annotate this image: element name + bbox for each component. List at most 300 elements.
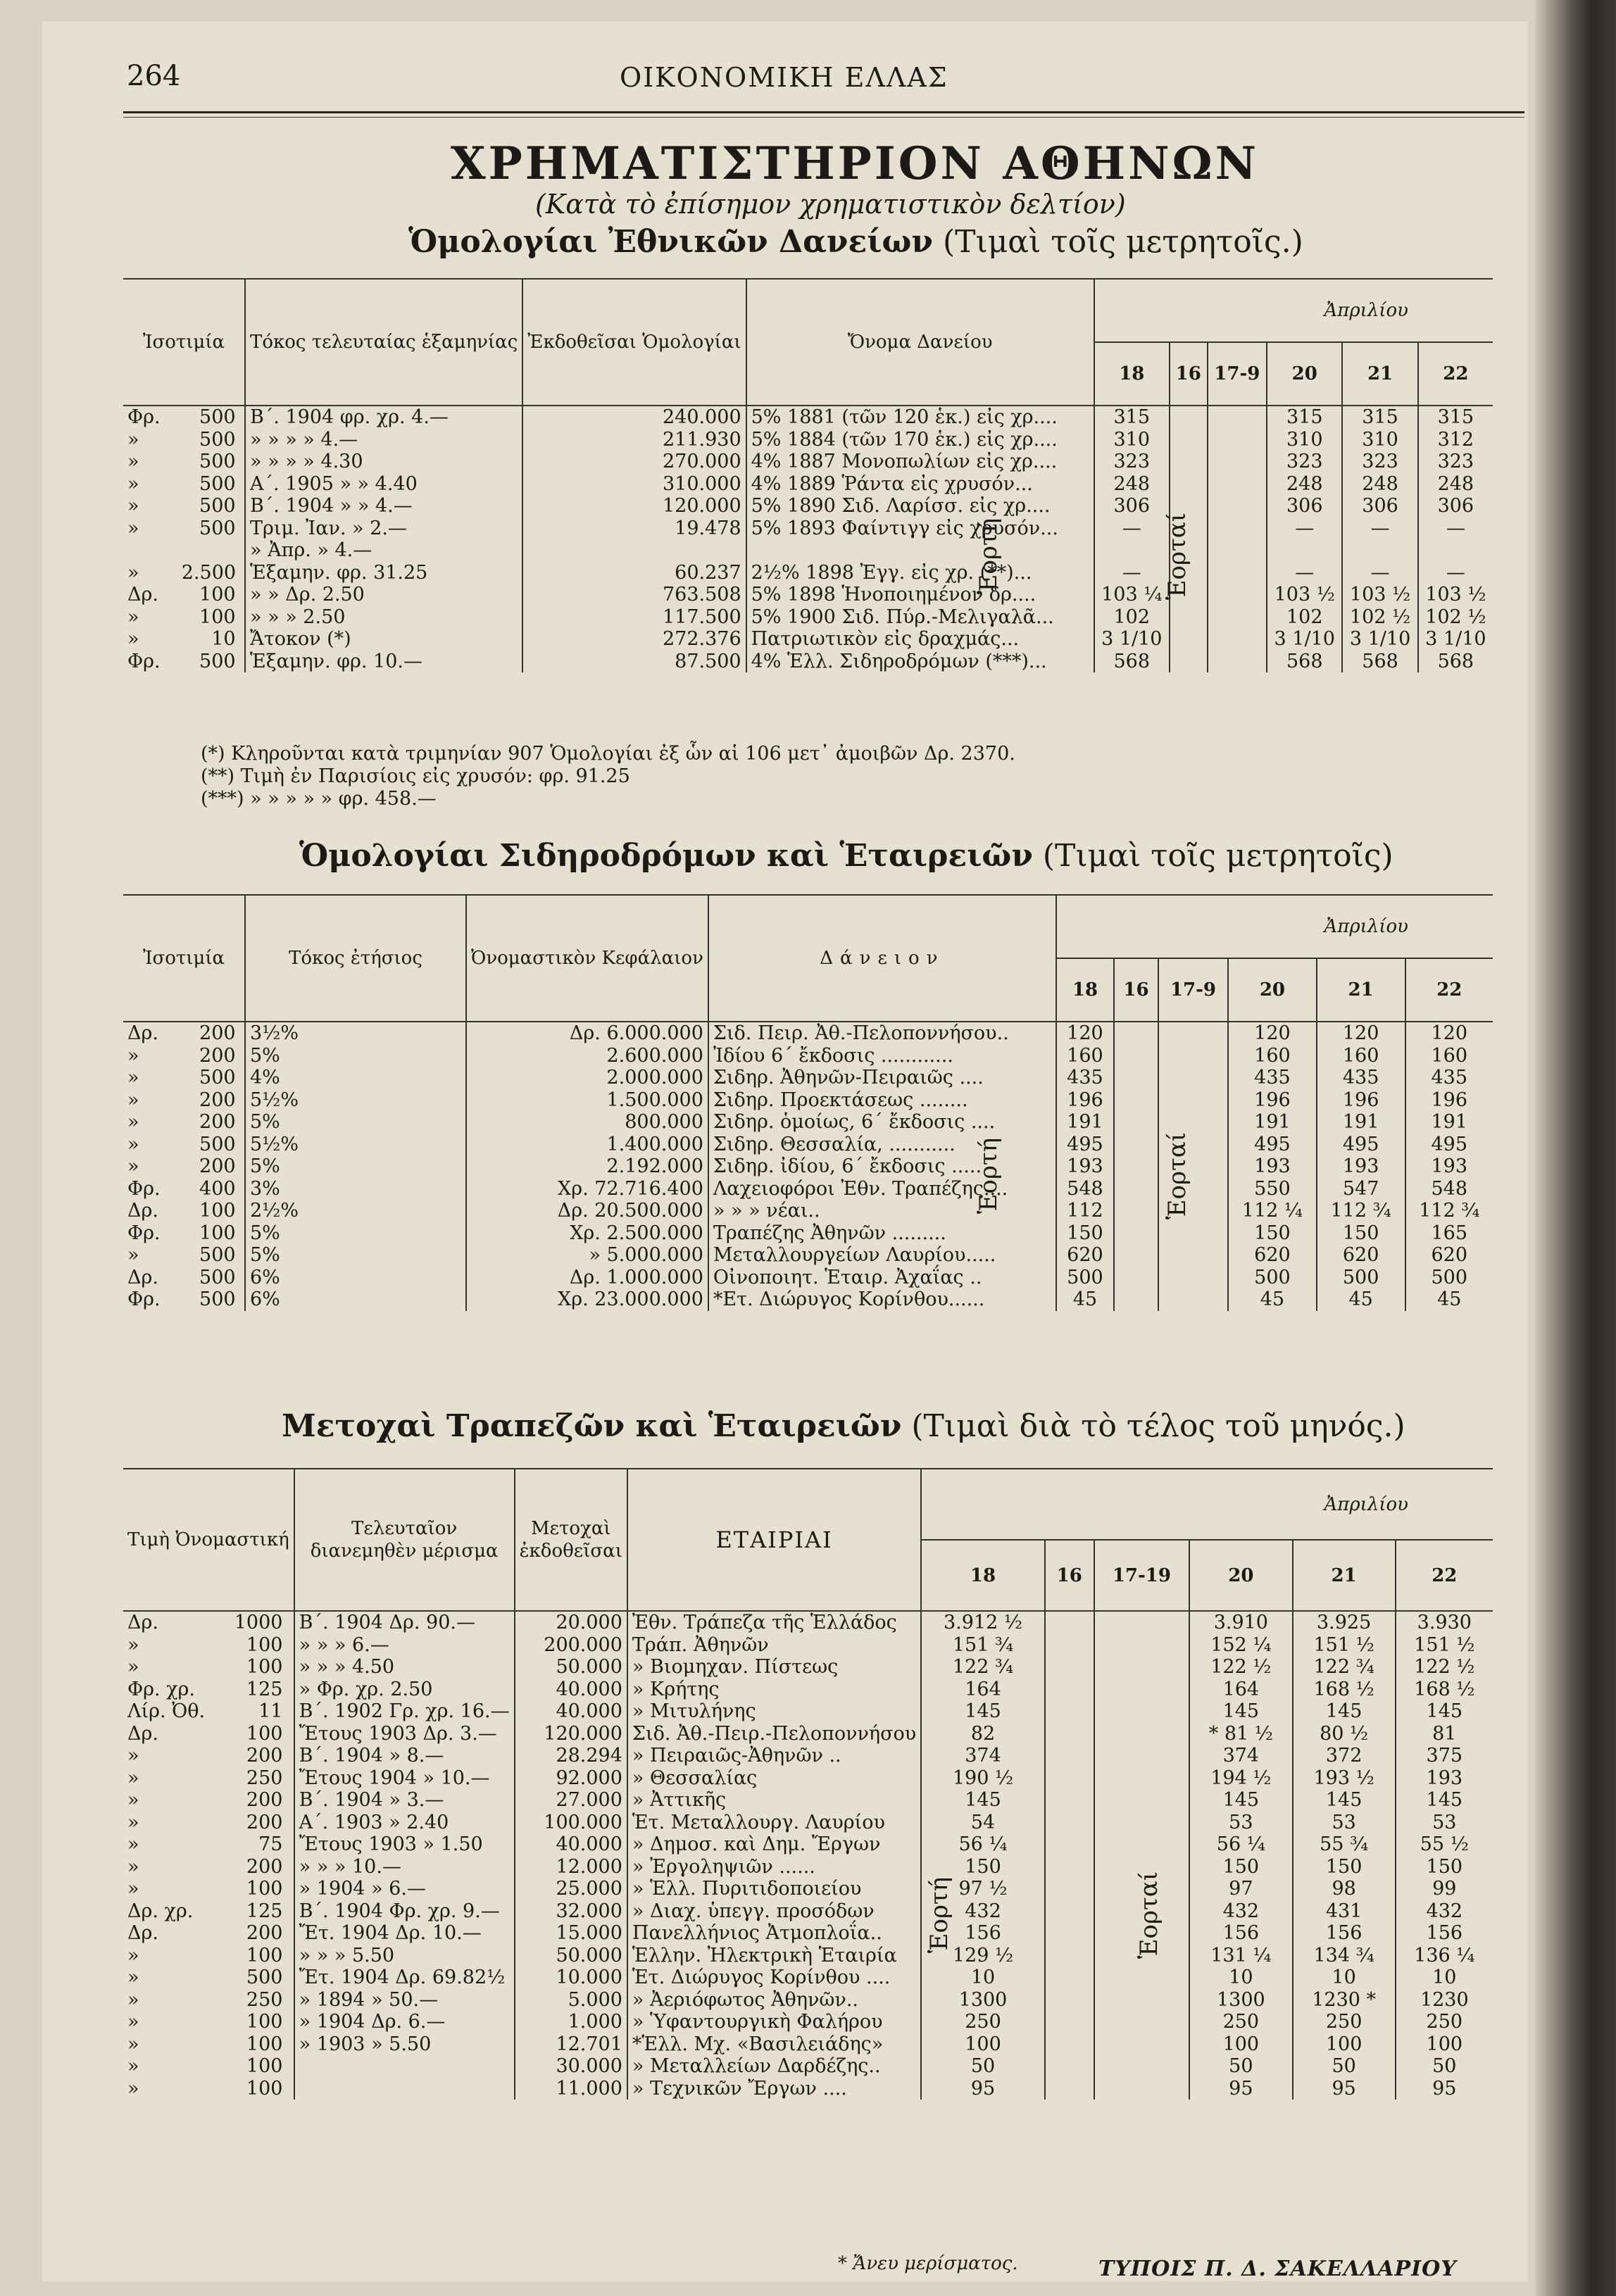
table-row	[123, 429, 1493, 451]
price-17	[1158, 1067, 1228, 1089]
footnote-no-dividend: * Ἄνευ μερίσματος.	[838, 2253, 1018, 2274]
table-row	[123, 2011, 1493, 2033]
par-cell	[123, 473, 245, 496]
price-16	[1045, 1745, 1094, 1767]
issued-cell: 87.500	[522, 651, 746, 673]
price-18: 160	[1056, 1045, 1114, 1067]
price-22: 95	[1432, 2077, 1457, 2100]
price-21: 112 ¾	[1317, 1200, 1405, 1222]
capital-cell: 1.400.000	[466, 1134, 708, 1156]
par-value: 200	[246, 1922, 283, 1944]
day-col: 16	[1114, 958, 1158, 1022]
price-18: 191	[1056, 1111, 1114, 1134]
table-row	[123, 1067, 1493, 1089]
issued-cell: 272.376	[522, 628, 746, 651]
price-20: 97	[1189, 1878, 1293, 1900]
coupon-cell: » » » » 4.—	[245, 429, 522, 451]
price-21: 95	[1293, 2078, 1396, 2100]
shares-cell: 92.000	[515, 1767, 627, 1790]
par-value: 500	[199, 406, 236, 428]
header-rule-thin	[123, 117, 1524, 118]
price-17	[1094, 1700, 1189, 1723]
currency: »	[127, 1811, 139, 1833]
price-22: 102 ½	[1425, 606, 1486, 628]
name-cell: » » » νέαι..	[708, 1200, 1056, 1222]
price-22: 620	[1431, 1244, 1468, 1266]
price-17	[1094, 2033, 1189, 2056]
capital-cell: Χρ. 2.500.000	[466, 1222, 708, 1245]
issued-cell: 60.237	[522, 562, 746, 584]
price-18: 150	[921, 1856, 1045, 1878]
par-value: 10	[211, 628, 236, 650]
par-cell	[123, 2011, 294, 2033]
par-value: 500	[199, 1133, 236, 1155]
price-17	[1158, 1022, 1228, 1045]
col-nominal: Τιμὴ Ὀνομαστική	[123, 1469, 294, 1611]
par-cell	[123, 1222, 245, 1245]
table-row	[123, 1900, 1493, 1923]
price-22: 250	[1426, 2011, 1463, 2033]
price-22: 10	[1432, 1966, 1457, 1988]
price-17	[1158, 1089, 1228, 1112]
name-cell: 5% 1890 Σιδ. Λαρίσσ. εἰς χρ....	[746, 495, 1094, 517]
div-cell: Ἔτους 1904 » 10.—	[294, 1767, 515, 1790]
capital-cell: Δρ. 6.000.000	[466, 1022, 708, 1045]
price-18: 56 ¼	[921, 1833, 1045, 1856]
par-cell	[123, 1789, 294, 1812]
rate-cell: 4%	[245, 1067, 466, 1089]
name-cell: » Ἑλλ. Πυριτιδοποιείου	[627, 1878, 921, 1900]
price-17	[1208, 473, 1267, 496]
price-21: 102 ½	[1342, 606, 1417, 629]
div-cell: Β΄. 1904 » 3.—	[294, 1789, 515, 1812]
price-21: 168 ½	[1293, 1679, 1396, 1701]
price-16	[1114, 1111, 1158, 1134]
col-coupon: Τόκος τελευταίας ἑξαμηνίας	[245, 279, 522, 406]
price-21: 193 ½	[1293, 1767, 1396, 1790]
div-cell: » 1904 » 6.—	[294, 1878, 515, 1900]
price-20: 374	[1189, 1745, 1293, 1767]
price-18: 248	[1094, 473, 1170, 496]
shares-cell: 40.000	[515, 1679, 627, 1701]
price-21	[1342, 539, 1417, 562]
price-18: 102	[1094, 606, 1170, 629]
price-21: 191	[1317, 1111, 1405, 1134]
name-cell: » Μεταλλείων Δαρδέζης..	[627, 2055, 921, 2078]
price-17	[1094, 1723, 1189, 1745]
price-22: 156	[1426, 1922, 1463, 1944]
par-value: 500	[199, 472, 236, 495]
currency: »	[127, 472, 139, 495]
day-col: 22	[1432, 1564, 1458, 1586]
name-cell: Τραπέζης Ἀθηνῶν .........	[708, 1222, 1056, 1245]
name-cell: Σιδ. Ἀθ.-Πειρ.-Πελοποννήσου	[627, 1723, 921, 1745]
par-cell	[123, 2078, 294, 2100]
price-18: 620	[1056, 1244, 1114, 1267]
price-17	[1158, 1045, 1228, 1067]
name-cell: Ἑτ. Διώρυγος Κορίνθου ....	[627, 1966, 921, 1989]
price-21: 620	[1317, 1244, 1405, 1267]
price-20	[1267, 539, 1342, 562]
table-row	[123, 1700, 1493, 1723]
currency: »	[127, 495, 139, 517]
issued-cell: 240.000	[522, 406, 746, 429]
name-cell: 2½% 1898 Ἐγγ. εἰς χρ. (**)...	[746, 562, 1094, 584]
currency: »	[127, 517, 139, 539]
price-21: 1230 *	[1293, 1989, 1396, 2012]
price-18: 54	[921, 1812, 1045, 1834]
par-cell	[123, 1966, 294, 1989]
name-cell: Σιδηρ. Προεκτάσεως ........	[708, 1089, 1056, 1112]
div-cell: » » » 4.50	[294, 1656, 515, 1679]
par-value: 100	[199, 584, 236, 606]
table-row	[123, 1767, 1493, 1790]
capital-cell: Χρ. 72.716.400	[466, 1178, 708, 1200]
price-22: 432	[1426, 1900, 1463, 1922]
price-17	[1208, 429, 1267, 451]
currency: »	[127, 1155, 139, 1177]
price-18: 156	[921, 1922, 1045, 1945]
name-cell: Ἐθν. Τράπεζα τῆς Ἑλλάδος	[627, 1611, 921, 1634]
price-22: 100	[1426, 2033, 1463, 2055]
railway-bonds-table	[123, 894, 1493, 1311]
currency: »	[127, 1089, 139, 1111]
page-number: 264	[127, 60, 181, 92]
table-row	[123, 1089, 1493, 1112]
price-18: 1300	[921, 1989, 1045, 2012]
day-col: 17-9	[1158, 958, 1228, 1022]
table-row	[123, 495, 1493, 517]
col-loan: Δάνειον	[708, 895, 1056, 1022]
name-cell: » Πειραιῶς-Ἀθηνῶν ..	[627, 1745, 921, 1767]
table-row	[123, 406, 1493, 429]
price-18: 190 ½	[921, 1767, 1045, 1790]
price-20: 3.910	[1189, 1611, 1293, 1634]
div-cell: Α΄. 1903 » 2.40	[294, 1812, 515, 1834]
price-22: 145	[1426, 1789, 1463, 1811]
price-17	[1208, 517, 1267, 540]
col-rate: Τόκος ἐτήσιος	[245, 895, 466, 1022]
price-20: 152 ¼	[1189, 1634, 1293, 1657]
price-18: 495	[1056, 1134, 1114, 1156]
par-cell	[123, 651, 245, 673]
price-18: 435	[1056, 1067, 1114, 1089]
capital-cell: Χρ. 23.000.000	[466, 1288, 708, 1311]
shares-cell: 32.000	[515, 1900, 627, 1923]
par-value: 500	[199, 1244, 236, 1266]
price-18: 95	[921, 2078, 1045, 2100]
price-22: 45	[1437, 1288, 1462, 1310]
table-row	[123, 1812, 1493, 1834]
coupon-cell: » » Δρ. 2.50	[245, 584, 522, 606]
currency: »	[127, 428, 139, 451]
price-18: 164	[921, 1679, 1045, 1701]
price-22: 312	[1437, 428, 1474, 451]
price-16	[1170, 651, 1208, 673]
price-21: 3 1/10	[1342, 628, 1417, 651]
day-col: 22	[1436, 979, 1462, 1000]
par-cell	[123, 1656, 294, 1679]
table-row	[123, 1200, 1493, 1222]
currency: Δρ. χρ.	[127, 1900, 194, 1922]
table-row	[123, 651, 1493, 673]
table-row	[123, 473, 1493, 496]
holiday-label: Ἑορτή	[925, 1876, 954, 1954]
par-value: 200	[199, 1044, 236, 1067]
price-22: 160	[1431, 1044, 1468, 1067]
div-cell: Β΄. 1902 Γρ. χρ. 16.—	[294, 1700, 515, 1723]
price-22: 99	[1432, 1878, 1457, 1900]
price-22: 3 1/10	[1425, 628, 1486, 650]
price-20: —	[1267, 562, 1342, 584]
price-18: 50	[921, 2055, 1045, 2078]
table-row	[123, 1045, 1493, 1067]
price-16	[1045, 1679, 1094, 1701]
table-row	[123, 562, 1493, 584]
price-21: 145	[1293, 1700, 1396, 1723]
par-value: 500	[199, 1067, 236, 1089]
div-cell: » 1894 » 50.—	[294, 1989, 515, 2012]
par-cell	[123, 1045, 245, 1067]
table-row	[123, 1134, 1493, 1156]
price-20: 550	[1228, 1178, 1317, 1200]
price-22: 122 ½	[1414, 1656, 1475, 1678]
shares-cell: 27.000	[515, 1789, 627, 1812]
table-row	[123, 628, 1493, 651]
price-18: 315	[1094, 406, 1170, 429]
price-20: 196	[1228, 1089, 1317, 1112]
printer-imprint: ΤΥΠΟΙΣ Π. Δ. ΣΑΚΕΛΛΑΡΙΟΥ	[1098, 2257, 1457, 2281]
par-cell	[123, 2055, 294, 2078]
name-cell: » Τεχνικῶν Ἔργων ....	[627, 2078, 921, 2100]
rate-cell: 3%	[245, 1178, 466, 1200]
price-22: 193	[1431, 1155, 1468, 1177]
par-value: 100	[246, 2011, 283, 2033]
name-cell: » Ἀεριόφωτος Ἀθηνῶν..	[627, 1989, 921, 2012]
price-22: 165	[1431, 1222, 1468, 1244]
par-value: 125	[246, 1678, 283, 1700]
par-value: 100	[199, 606, 236, 628]
price-17	[1094, 1966, 1189, 1989]
table-row	[123, 584, 1493, 606]
shares-cell: 120.000	[515, 1723, 627, 1745]
price-16	[1114, 1222, 1158, 1245]
price-22: 248	[1437, 472, 1474, 495]
table-row	[123, 1634, 1493, 1657]
par-cell	[123, 1812, 294, 1834]
table-row	[123, 2055, 1493, 2078]
price-18: 150	[1056, 1222, 1114, 1245]
coupon-cell: Α΄. 1905 » » 4.40	[245, 473, 522, 496]
name-cell: Ἑλλην. Ἠλεκτρικὴ Ἑταιρία	[627, 1945, 921, 1967]
price-17	[1208, 584, 1267, 606]
name-cell: Σιδ. Πειρ. Ἀθ.-Πελοποννήσου..	[708, 1022, 1056, 1045]
price-17	[1094, 1656, 1189, 1679]
par-value: 200	[199, 1022, 236, 1044]
name-cell: » Ὑφαντουργικὴ Φαλήρου	[627, 2011, 921, 2033]
currency: »	[127, 1745, 139, 1767]
shares-cell: 12.701	[515, 2033, 627, 2056]
price-16	[1045, 1878, 1094, 1900]
capital-cell: 800.000	[466, 1111, 708, 1134]
price-16	[1114, 1155, 1158, 1178]
par-value: 500	[199, 428, 236, 451]
par-cell	[123, 1833, 294, 1856]
price-22: 435	[1431, 1067, 1468, 1089]
currency: »	[127, 1633, 139, 1656]
coupon-cell: » Ἀπρ. » 4.—	[245, 539, 522, 562]
holiday-label: Ἑορταί	[1163, 512, 1192, 601]
price-20: 45	[1228, 1288, 1317, 1311]
capital-cell: 2.192.000	[466, 1155, 708, 1178]
name-cell: Σιδηρ. Ἀθηνῶν-Πειραιῶς ....	[708, 1067, 1056, 1089]
name-cell: Οἰνοποιητ. Ἑταιρ. Ἀχαΐας ..	[708, 1267, 1056, 1289]
price-17	[1208, 606, 1267, 629]
currency: Δρ.	[127, 1722, 158, 1745]
par-value: 100	[199, 1222, 236, 1244]
par-value: 100	[246, 1633, 283, 1656]
month-label: Ἀπριλίου	[1094, 279, 1493, 342]
div-cell: Β΄. 1904 Φρ. χρ. 9.—	[294, 1900, 515, 1923]
currency: Δρ.	[127, 584, 158, 606]
currency: »	[127, 1656, 139, 1678]
div-cell: Ἔτ. 1904 Δρ. 69.82½	[294, 1966, 515, 1989]
shares-cell: 10.000	[515, 1966, 627, 1989]
coupon-cell: Ἑξαμην. φρ. 31.25	[245, 562, 522, 584]
name-cell: Σιδηρ. ἰδίου, 6΄ ἔκδοσις .....	[708, 1155, 1056, 1178]
section3-heading: Μετοχαὶ Τραπεζῶν καὶ Ἑταιρειῶν (Τιμαὶ διὰ τὸ τέλος τοῦ μηνός.)	[282, 1408, 1405, 1444]
par-value: 100	[246, 1656, 283, 1678]
price-17	[1208, 562, 1267, 584]
par-value: 75	[258, 1833, 283, 1855]
price-17	[1158, 1288, 1228, 1311]
name-cell: 5% 1884 (τῶν 170 ἑκ.) εἰς χρ....	[746, 429, 1094, 451]
price-22: 53	[1432, 1811, 1457, 1833]
price-17	[1094, 1989, 1189, 2012]
table-row	[123, 1155, 1493, 1178]
price-18: 323	[1094, 451, 1170, 473]
shares-cell: 25.000	[515, 1878, 627, 1900]
par-cell	[123, 1267, 245, 1289]
price-20: 160	[1228, 1045, 1317, 1067]
coupon-cell: Τριμ. Ἰαν. » 2.—	[245, 517, 522, 540]
div-cell: » 1903 » 5.50	[294, 2033, 515, 2056]
capital-cell: 1.500.000	[466, 1089, 708, 1112]
price-20: 53	[1189, 1812, 1293, 1834]
price-20: 103 ½	[1267, 584, 1342, 606]
bank-shares-table	[123, 1468, 1493, 2100]
par-cell	[123, 1178, 245, 1200]
price-21: 500	[1317, 1267, 1405, 1289]
price-22: —	[1446, 561, 1465, 584]
div-cell: » Φρ. χρ. 2.50	[294, 1679, 515, 1701]
price-20: 194 ½	[1189, 1767, 1293, 1790]
div-cell: Ἔτ. 1904 Δρ. 10.—	[294, 1922, 515, 1945]
price-17	[1208, 539, 1267, 562]
name-cell: Σιδηρ. Θεσσαλία, ...........	[708, 1134, 1056, 1156]
name-cell: Πανελλήνιος Ἀτμοπλοΐα..	[627, 1922, 921, 1945]
price-21: 196	[1317, 1089, 1405, 1112]
price-17	[1208, 495, 1267, 517]
price-17	[1094, 1833, 1189, 1856]
table-row	[123, 2033, 1493, 2056]
page-title: ΧΡΗΜΑΤΙΣΤΗΡΙΟΝ ΑΘΗΝΩΝ	[451, 137, 1260, 190]
capital-cell: 2.000.000	[466, 1067, 708, 1089]
div-cell: » 1904 Δρ. 6.—	[294, 2011, 515, 2033]
rate-cell: 5%	[245, 1155, 466, 1178]
price-22: 168 ½	[1414, 1678, 1475, 1700]
price-18: 3.912 ½	[921, 1611, 1045, 1634]
capital-cell: 2.600.000	[466, 1045, 708, 1067]
running-head: ΟΙΚΟΝΟΜΙΚΗ ΕΛΛΑΣ	[620, 62, 948, 93]
coupon-cell: Β΄. 1904 φρ. χρ. 4.—	[245, 406, 522, 429]
table-row	[123, 1611, 1493, 1634]
table-row	[123, 1178, 1493, 1200]
par-cell	[123, 1155, 245, 1178]
day-col: 18	[1094, 342, 1170, 406]
currency: »	[127, 451, 139, 472]
name-cell: » Διαχ. ὑπεγγ. προσόδων	[627, 1900, 921, 1923]
price-20: 191	[1228, 1111, 1317, 1134]
price-17	[1094, 1812, 1189, 1834]
issued-cell: 763.508	[522, 584, 746, 606]
price-16	[1045, 1656, 1094, 1679]
col-issued: Ἐκδοθεῖσαι Ὁμολογίαι	[522, 279, 746, 406]
table-row	[123, 1745, 1493, 1767]
price-21: 568	[1342, 651, 1417, 673]
month-label: Ἀπριλίου	[1056, 895, 1493, 958]
price-21: 151 ½	[1293, 1634, 1396, 1657]
par-value: 125	[246, 1900, 283, 1922]
rate-cell: 2½%	[245, 1200, 466, 1222]
price-16	[1045, 1611, 1094, 1634]
price-17	[1158, 1111, 1228, 1134]
price-17	[1208, 628, 1267, 651]
par-value: 100	[246, 2077, 283, 2100]
price-16	[1045, 1945, 1094, 1967]
price-20: 432	[1189, 1900, 1293, 1923]
price-16	[1045, 1767, 1094, 1790]
price-22: 81	[1432, 1722, 1457, 1745]
par-cell	[123, 539, 245, 562]
price-20: 315	[1267, 406, 1342, 429]
table-row	[123, 1878, 1493, 1900]
rate-cell: 6%	[245, 1288, 466, 1311]
shares-cell: 30.000	[515, 2055, 627, 2078]
price-18: 103 ¼	[1094, 584, 1170, 606]
table-row	[123, 1723, 1493, 1745]
price-17	[1094, 2055, 1189, 2078]
name-cell: 4% 1887 Μονοπωλίων εἰς χρ....	[746, 451, 1094, 473]
currency: Φρ.	[127, 1288, 161, 1310]
price-16	[1114, 1067, 1158, 1089]
price-17	[1158, 1222, 1228, 1245]
price-18: 310	[1094, 429, 1170, 451]
capital-cell: Δρ. 1.000.000	[466, 1267, 708, 1289]
currency: »	[127, 561, 139, 584]
price-18: —	[1094, 562, 1170, 584]
par-cell	[123, 1634, 294, 1657]
par-cell	[123, 1200, 245, 1222]
div-cell	[294, 2078, 515, 2100]
price-21: 98	[1293, 1878, 1396, 1900]
price-18: 432	[921, 1900, 1045, 1923]
rate-cell: 6%	[245, 1267, 466, 1289]
price-16	[1170, 406, 1208, 429]
rate-cell: 5%	[245, 1244, 466, 1267]
par-cell	[123, 1989, 294, 2012]
shares-cell: 40.000	[515, 1833, 627, 1856]
